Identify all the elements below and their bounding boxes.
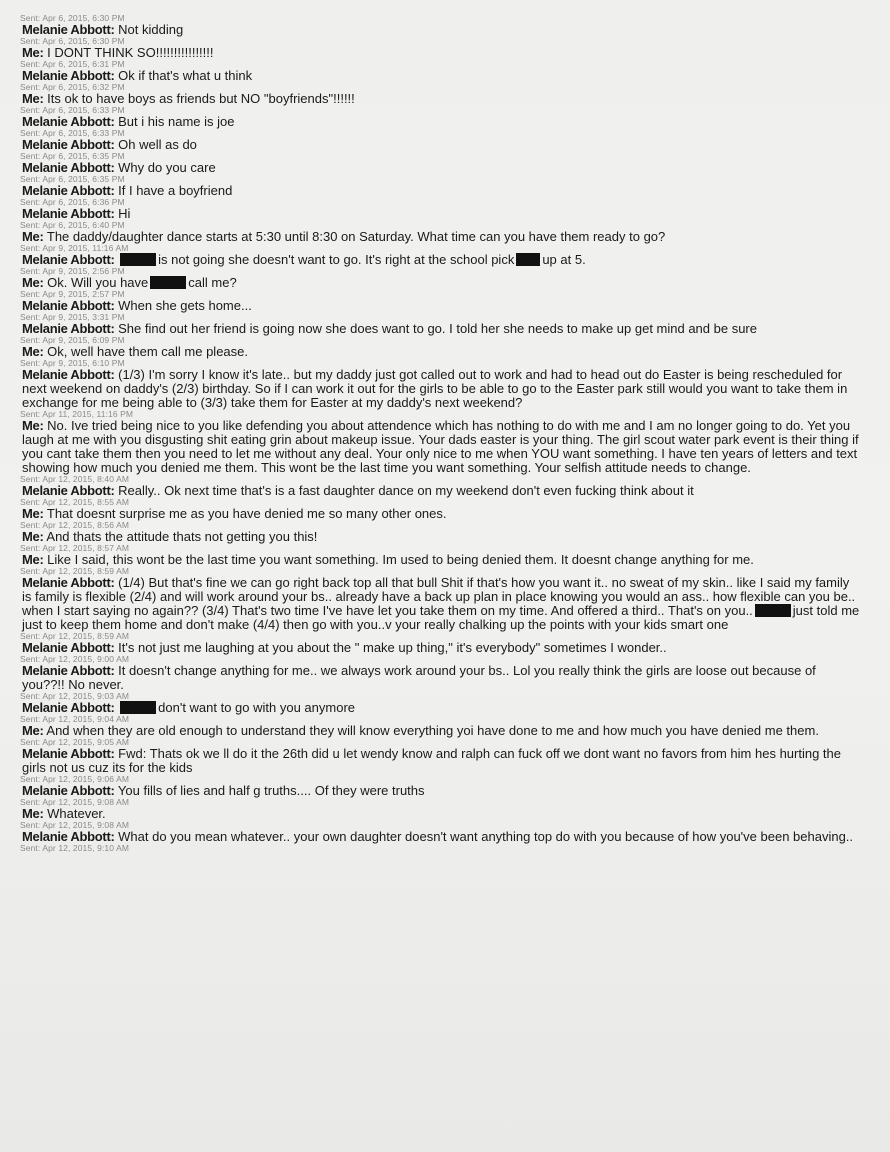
message [22, 701, 860, 715]
redaction-block [516, 253, 540, 266]
sent-timestamp: Sent: Apr 9, 2015, 2:56 PM [20, 266, 125, 276]
message-text: Ok, well have them call me please. [47, 344, 248, 359]
message-speaker: Melanie Abbott: [22, 22, 115, 37]
sent-timestamp: Sent: Apr 6, 2015, 6:30 PM [20, 36, 125, 46]
message-speaker: Me: [22, 506, 44, 521]
sent-timestamp: Sent: Apr 12, 2015, 8:55 AM [20, 497, 130, 507]
sent-timestamp: Sent: Apr 12, 2015, 9:04 AM [20, 714, 130, 724]
message-text: Hi [118, 206, 131, 221]
message-text: She find out her friend is going now she does want to go. I told her she needs to make up get mind and be sure [118, 321, 757, 336]
sent-timestamp: Sent: Apr 11, 2015, 11:16 PM [20, 409, 134, 419]
message-text: I DONT THINK SO!!!!!!!!!!!!!!!! [47, 45, 214, 60]
message-text: Like I said, this wont be the last time you want something. Im used to being denied them. It doesnt change anything for me. [47, 552, 754, 567]
message-text: But i his name is joe [118, 114, 235, 129]
message-text: Oh well as do [118, 137, 197, 152]
message [22, 299, 860, 313]
sent-timestamp: Sent: Apr 9, 2015, 2:57 PM [20, 289, 125, 299]
message-text: You fills of lies and half g truths.... Of they were truths [117, 783, 425, 798]
message [22, 830, 860, 844]
message [22, 161, 860, 175]
message [22, 419, 860, 475]
redaction-block [120, 253, 156, 266]
message-text: (1/3) I'm sorry I know it's late.. but my daddy just got called out to work and had to head out do Easter is being rescheduled for next weekend on daddy's (2/3) birthday. So if I can work it out for the girls to be able to go to the Easter park still would you want to take them in exchange for me being able to (3/3) take them for Easter at my daddy's next weekend? [22, 367, 848, 410]
message-speaker: Melanie Abbott: [22, 367, 115, 382]
message-text: That doesnt surprise me as you have denied me so many other ones. [46, 506, 447, 521]
message [22, 784, 860, 798]
message-speaker: Melanie Abbott: [22, 68, 115, 83]
message [22, 484, 860, 498]
message [22, 115, 860, 129]
message-text: Fwd: Thats ok we ll do it the 26th did u let wendy know and ralph can fuck off we dont want no favors from him hes hurting the girls not us cuz its for the kids [22, 746, 841, 775]
message-text: Ok. Will you have [47, 275, 149, 290]
message [22, 724, 860, 738]
message-speaker: Melanie Abbott: [22, 252, 115, 267]
message [22, 576, 860, 632]
message-speaker: Melanie Abbott: [22, 640, 115, 655]
message [22, 641, 860, 655]
message-text: is not going she doesn't want to go. It's right at the school pick [158, 252, 515, 267]
message [22, 23, 860, 37]
sent-timestamp: Sent: Apr 6, 2015, 6:30 PM [20, 13, 125, 23]
message [22, 138, 860, 152]
message-speaker: Melanie Abbott: [22, 321, 115, 336]
message-speaker: Melanie Abbott: [22, 483, 115, 498]
message-speaker: Me: [22, 91, 44, 106]
message-text: (1/4) But that's fine we can go right back top all that bull Shit if that's how you want it.. no sweat of my skin.. like I said my family is family is flexible (2/4) and will work around your bs.. already have a back up plan in place knowing you would an ass.. how flexible can you be.. when I start saying no again?? (3/4) That's two time I've have let you take them on my time. And offered a third.. That's on you.. [22, 575, 856, 618]
message-text: It doesn't change anything for me.. we always work around your bs.. Lol you really think the girls are loose out because of you??!! No never. [22, 663, 816, 692]
message-speaker: Melanie Abbott: [22, 298, 115, 313]
redaction-block [120, 701, 156, 714]
message-speaker: Melanie Abbott: [22, 575, 115, 590]
message [22, 92, 860, 106]
message-speaker: Me: [22, 529, 44, 544]
sent-timestamp: Sent: Apr 12, 2015, 9:08 AM [20, 797, 130, 807]
sent-timestamp: Sent: Apr 12, 2015, 8:59 AM [20, 631, 130, 641]
message-text: Its ok to have boys as friends but NO "boyfriends"!!!!!! [47, 91, 355, 106]
sent-timestamp: Sent: Apr 9, 2015, 11:16 AM [20, 243, 129, 253]
message-text: Really.. Ok next time that's is a fast daughter dance on my weekend don't even fucking think about it [118, 483, 694, 498]
message-text: Ok if that's what u think [118, 68, 253, 83]
sent-timestamp: Sent: Apr 12, 2015, 9:03 AM [20, 691, 130, 701]
sent-timestamp: Sent: Apr 6, 2015, 6:35 PM [20, 151, 125, 161]
sent-timestamp: Sent: Apr 6, 2015, 6:40 PM [20, 220, 125, 230]
message-text: It's not just me laughing at you about the " make up thing," it's everybody" sometimes I wonder.. [118, 640, 667, 655]
message-speaker: Me: [22, 229, 44, 244]
message [22, 69, 860, 83]
message [22, 530, 860, 544]
sent-timestamp: Sent: Apr 12, 2015, 8:59 AM [20, 566, 130, 576]
message [22, 322, 860, 336]
redaction-block [755, 604, 791, 617]
sent-timestamp: Sent: Apr 9, 2015, 6:09 PM [20, 335, 125, 345]
message-speaker: Melanie Abbott: [22, 160, 115, 175]
message-text: just told me just to keep them home and don't make (4/4) then go with you..v your really chalking up the points with your kids smart one [22, 603, 860, 632]
message-text: call me? [188, 275, 237, 290]
message-speaker: Melanie Abbott: [22, 746, 115, 761]
message-speaker: Me: [22, 344, 44, 359]
message-text: And when they are old enough to understand they will know everything yoi have done to me and how much you have denied me them. [46, 723, 819, 738]
message-speaker: Melanie Abbott: [22, 137, 115, 152]
message [22, 807, 860, 821]
sent-timestamp: Sent: Apr 12, 2015, 9:00 AM [20, 654, 130, 664]
message-text: Not kidding [118, 22, 184, 37]
message [22, 345, 860, 359]
sent-timestamp: Sent: Apr 12, 2015, 8:56 AM [20, 520, 130, 530]
sent-timestamp: Sent: Apr 6, 2015, 6:35 PM [20, 174, 125, 184]
message-text: The daddy/daughter dance starts at 5:30 until 8:30 on Saturday. What time can you have them ready to go? [46, 229, 666, 244]
sent-timestamp: Sent: Apr 12, 2015, 9:05 AM [20, 737, 130, 747]
message [22, 230, 860, 244]
message-speaker: Me: [22, 275, 44, 290]
message-text: No. Ive tried being nice to you like defending you about attendence which has nothing to do with me and I am no longer going to do. Yet you laugh at me with you disgusting shit eating grin about makeup issue. Your dads easter is your thing. The girl scout water park event is their thing if you cant take them then you need to let me without any deal. Your only nice to me when YOU want something. I have ten years of letters and text showing how much you denied me them. This wont be the last time you want something. Your selfish attitude needs to change. [22, 418, 859, 475]
message-speaker: Me: [22, 723, 44, 738]
sent-timestamp: Sent: Apr 9, 2015, 3:31 PM [20, 312, 125, 322]
sent-timestamp: Sent: Apr 6, 2015, 6:31 PM [20, 59, 125, 69]
redaction-block [150, 276, 186, 289]
sent-timestamp: Sent: Apr 6, 2015, 6:32 PM [20, 82, 125, 92]
message [22, 46, 860, 60]
message-text: don't want to go with you anymore [158, 700, 356, 715]
message-text: up at 5. [542, 252, 586, 267]
sent-timestamp: Sent: Apr 6, 2015, 6:33 PM [20, 105, 125, 115]
message-speaker: Melanie Abbott: [22, 829, 115, 844]
sent-timestamp: Sent: Apr 12, 2015, 9:06 AM [20, 774, 130, 784]
sent-timestamp: Sent: Apr 6, 2015, 6:33 PM [20, 128, 125, 138]
message-text: If I have a boyfriend [118, 183, 233, 198]
message-speaker: Me: [22, 806, 44, 821]
message-speaker: Me: [22, 45, 44, 60]
message [22, 747, 860, 775]
message-text: Whatever. [47, 806, 106, 821]
sent-timestamp: Sent: Apr 6, 2015, 6:36 PM [20, 197, 125, 207]
message-speaker: Melanie Abbott: [22, 183, 115, 198]
message [22, 553, 860, 567]
message-text: What do you mean whatever.. your own daughter doesn't want anything top do with you because of how you've been behaving.. [118, 829, 854, 844]
message-speaker: Melanie Abbott: [22, 663, 115, 678]
message-text: When she gets home... [118, 298, 252, 313]
message [22, 276, 860, 290]
sent-timestamp: Sent: Apr 12, 2015, 9:10 AM [20, 843, 130, 853]
message-speaker: Me: [22, 552, 44, 567]
message-text: And thats the attitude thats not getting you this! [46, 529, 318, 544]
message [22, 507, 860, 521]
message-speaker: Melanie Abbott: [22, 206, 115, 221]
message-speaker: Melanie Abbott: [22, 700, 115, 715]
message-speaker: Melanie Abbott: [22, 783, 115, 798]
sent-timestamp: Sent: Apr 12, 2015, 8:57 AM [20, 543, 130, 553]
message [22, 207, 860, 221]
sent-timestamp: Sent: Apr 12, 2015, 8:40 AM [20, 474, 130, 484]
message-text: Why do you care [118, 160, 216, 175]
message-speaker: Melanie Abbott: [22, 114, 115, 129]
message [22, 664, 860, 692]
sent-timestamp: Sent: Apr 12, 2015, 9:08 AM [20, 820, 130, 830]
message [22, 184, 860, 198]
message-speaker: Me: [22, 418, 44, 433]
message [22, 368, 860, 410]
message [22, 253, 860, 267]
sent-timestamp: Sent: Apr 9, 2015, 6:10 PM [20, 358, 125, 368]
